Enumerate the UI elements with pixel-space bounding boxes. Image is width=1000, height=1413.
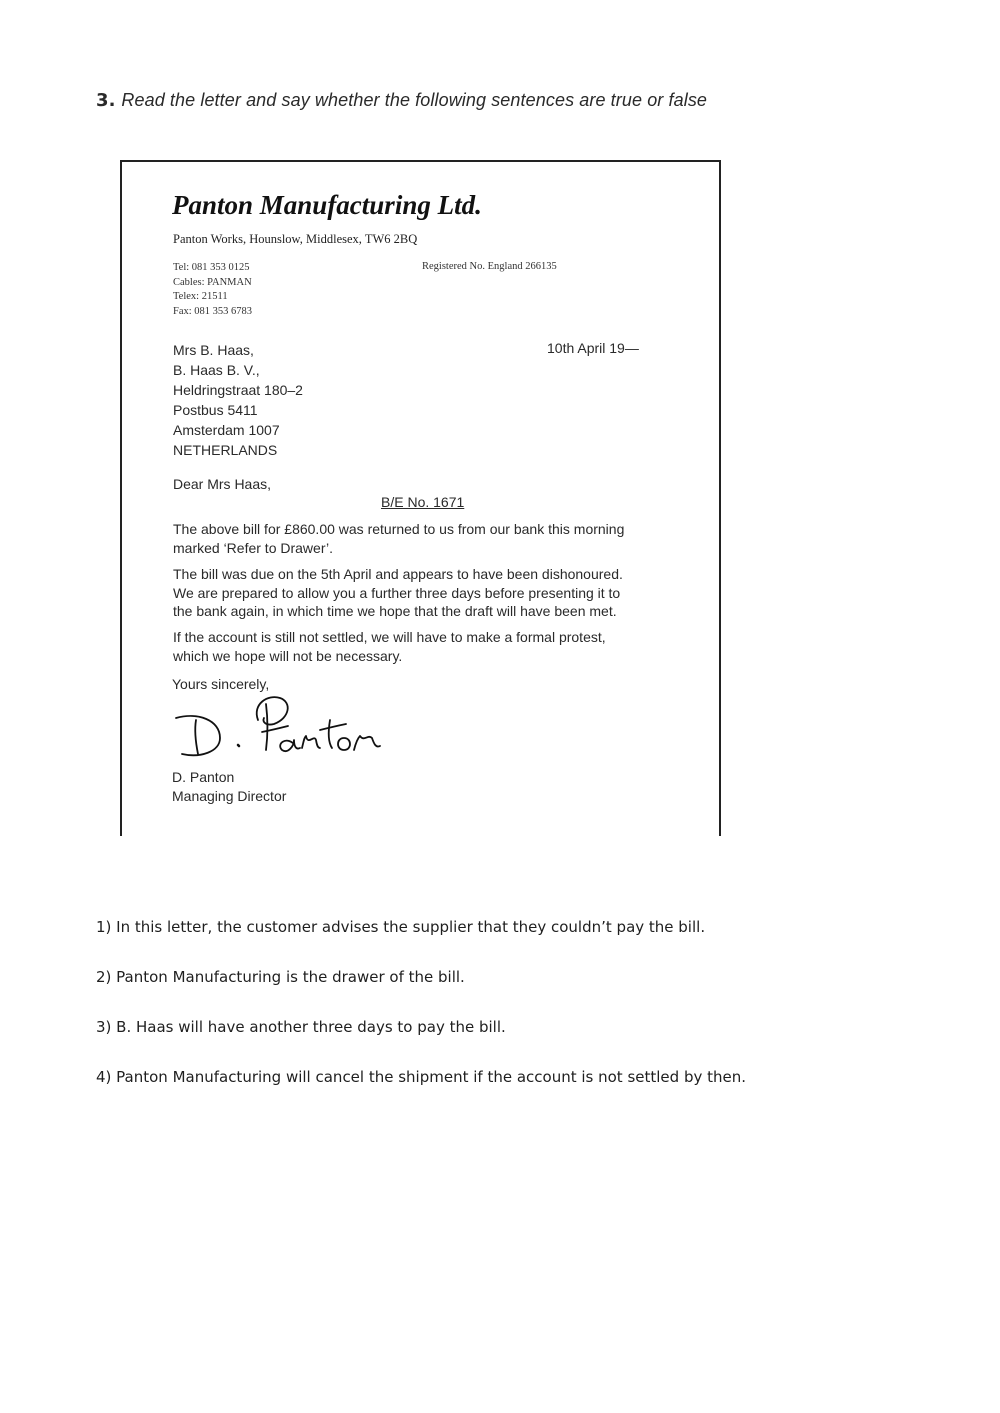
registered-number: Registered No. England 266135	[422, 261, 557, 272]
company-address: Panton Works, Hounslow, Middlesex, TW6 2BQ	[173, 232, 418, 246]
signer-name: D. Panton	[172, 769, 235, 785]
paragraph-line: the bank again, in which time we hope that the draft will have been met.	[173, 603, 617, 619]
paragraph-line: If the account is still not settled, we will have to make a formal protest,	[173, 629, 606, 645]
handwritten-signature	[168, 690, 428, 766]
paragraph-line: We are prepared to allow you a further three days before presenting it to	[173, 584, 621, 601]
salutation: Dear Mrs Haas,	[173, 476, 272, 492]
contact-tel: Tel: 081 353 0125	[173, 262, 250, 273]
question-list	[96, 918, 746, 1118]
recipient-line: NETHERLANDS	[173, 442, 278, 458]
question-1: 1) In this letter, the customer advises the supplier that they couldn’t pay the bill.	[96, 918, 706, 936]
company-contacts	[173, 261, 252, 319]
recipient-line: Mrs B. Haas,	[173, 342, 254, 358]
paragraph-2	[173, 565, 663, 621]
recipient-line: Amsterdam 1007	[173, 422, 280, 438]
company-name: Panton Manufacturing Ltd.	[172, 190, 482, 220]
bill-reference: B/E No. 1671	[381, 494, 465, 510]
paragraph-line: which we hope will not be necessary.	[173, 647, 403, 664]
question-3: 3) B. Haas will have another three days to pay the bill.	[96, 1018, 506, 1036]
paragraph-line: The bill was due on the 5th April and appears to have been dishonoured.	[173, 566, 623, 582]
recipient-line: Postbus 5411	[173, 402, 258, 418]
signer-block	[172, 768, 286, 806]
closing: Yours sincerely,	[172, 676, 270, 692]
paragraph-line: The above bill for £860.00 was returned to us from our bank this morning	[173, 521, 625, 537]
recipient-line: Heldringstraat 180–2	[173, 382, 303, 398]
contact-telex: Telex: 21511	[173, 291, 228, 302]
paragraph-3	[173, 628, 663, 665]
question-2: 2) Panton Manufacturing is the drawer of the bill.	[96, 968, 465, 986]
paragraph-1	[173, 520, 663, 557]
letter-date: 10th April 19—	[547, 340, 639, 356]
question-4: 4) Panton Manufacturing will cancel the shipment if the account is not settled by then.	[96, 1068, 747, 1086]
contact-fax: Fax: 081 353 6783	[173, 305, 253, 317]
instruction	[96, 90, 707, 111]
paragraph-line: marked ‘Refer to Drawer’.	[173, 539, 334, 556]
contact-cables: Cables: PANMAN	[173, 276, 252, 288]
instruction-number: 3.	[96, 90, 116, 111]
signer-title: Managing Director	[172, 788, 287, 804]
recipient-line: B. Haas B. V.,	[173, 362, 260, 378]
recipient-address	[173, 340, 303, 460]
instruction-text: Read the letter and say whether the following sentences are true or false	[121, 90, 708, 110]
